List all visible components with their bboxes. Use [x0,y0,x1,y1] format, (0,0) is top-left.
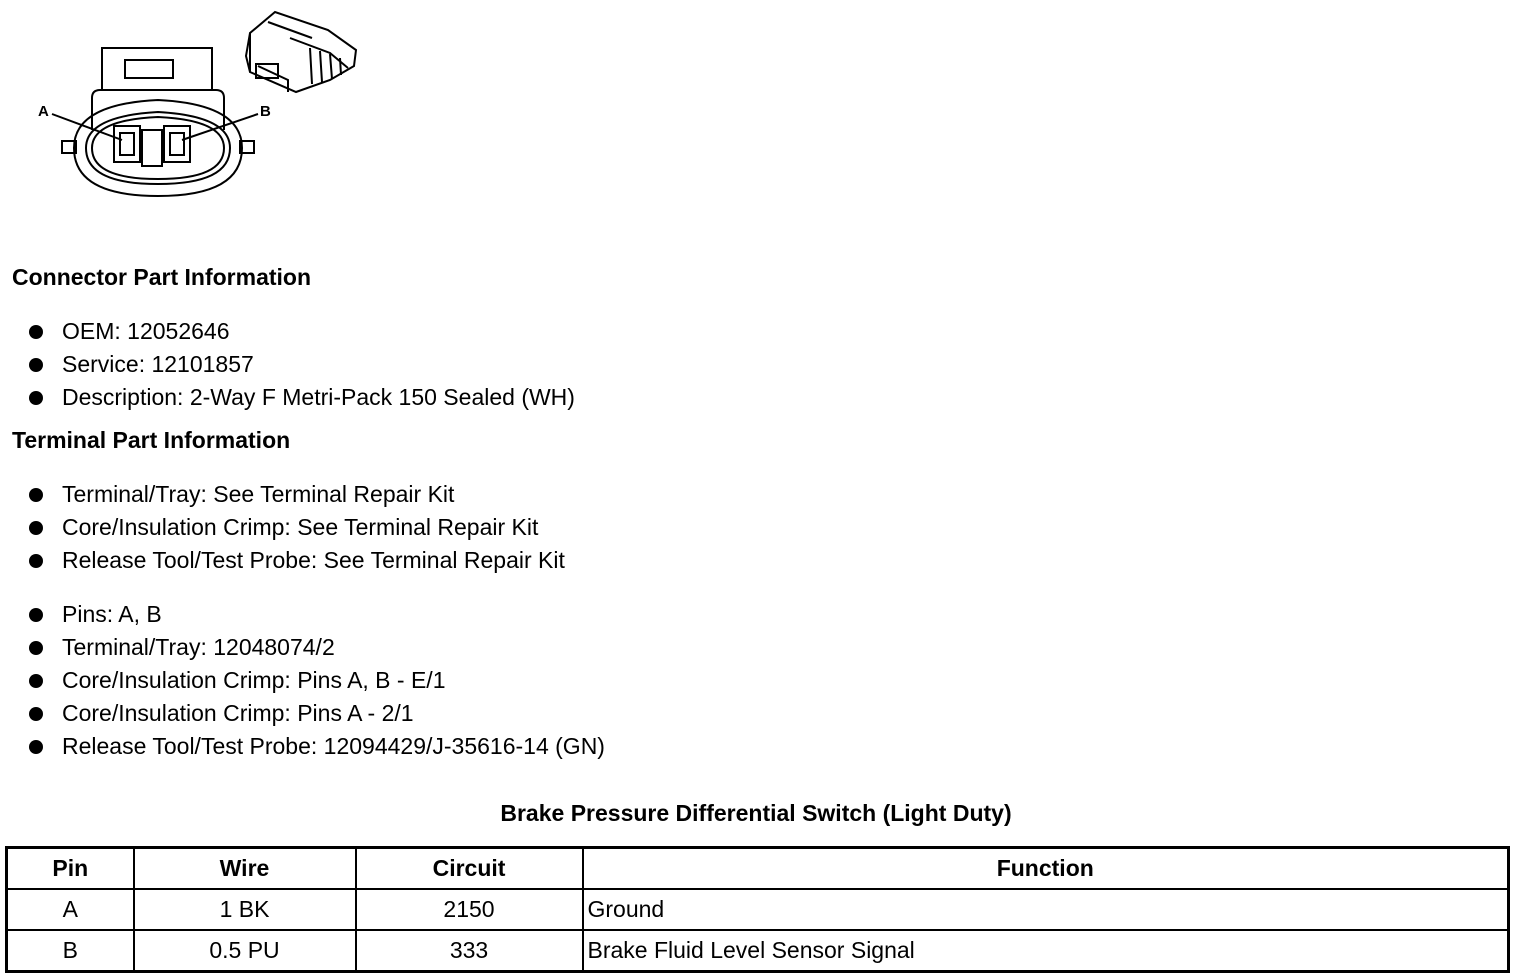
wire-cell: 1 BK [134,889,356,930]
wire-cell: 0.5 PU [134,930,356,972]
terminal-info-release-tool: Release Tool/Test Probe: 12094429/J-35616-14 (GN) [28,730,605,763]
pin-column-header: Pin [7,848,134,890]
table-row [7,930,1509,972]
pin-table-caption: Brake Pressure Differential Switch (Light Duty) [500,800,1012,826]
terminal-info-crimp-general: Core/Insulation Crimp: See Terminal Repair Kit [28,511,565,544]
pin-table [5,846,1510,973]
pin-a-leader [52,114,122,140]
terminal-b [170,133,184,155]
terminal-part-info-heading: Terminal Part Information [12,427,291,453]
cavity-b [164,126,190,162]
function-column-header: Function [583,848,1509,890]
pin-cell: A [7,889,134,930]
terminal-a [120,133,134,155]
terminal-part-info-list-specific [28,598,605,763]
cavity-center [142,130,162,166]
connector-info-oem: OEM: 12052646 [28,315,575,348]
cavity-a [114,126,140,162]
connector-latch-window [125,60,173,78]
connector-latch [102,48,212,90]
terminal-info-crimp-a: Core/Insulation Crimp: Pins A - 2/1 [28,697,605,730]
connector-body-outline [74,100,242,196]
terminal-info-tray: Terminal/Tray: 12048074/2 [28,631,605,664]
table-row [7,889,1509,930]
circuit-cell: 333 [356,930,583,972]
terminal-part-info-list-general [28,478,565,577]
connector-seal-inner [92,117,224,179]
connector-diagram [30,8,380,208]
connector-part-info-heading: Connector Part Information [12,264,312,290]
circuit-column-header: Circuit [356,848,583,890]
terminal-info-pins: Pins: A, B [28,598,605,631]
terminal-info-crimp-ab: Core/Insulation Crimp: Pins A, B - E/1 [28,664,605,697]
connector-isometric-view [246,12,356,92]
connector-info-description: Description: 2-Way F Metri-Pack 150 Sealed (WH) [28,381,575,414]
connector-part-info-list [28,315,575,414]
function-cell: Brake Fluid Level Sensor Signal [583,930,1509,972]
pin-cell: B [7,930,134,972]
terminal-info-tray-general: Terminal/Tray: See Terminal Repair Kit [28,478,565,511]
connector-info-service: Service: 12101857 [28,348,575,381]
pin-label-a: A [38,103,49,120]
function-cell: Ground [583,889,1509,930]
circuit-cell: 2150 [356,889,583,930]
pin-label-b: B [260,103,271,120]
connector-seal-ring [86,112,230,184]
terminal-info-release-tool-general: Release Tool/Test Probe: See Terminal Repair Kit [28,544,565,577]
wire-column-header: Wire [134,848,356,890]
pin-table-header-row [7,848,1509,890]
